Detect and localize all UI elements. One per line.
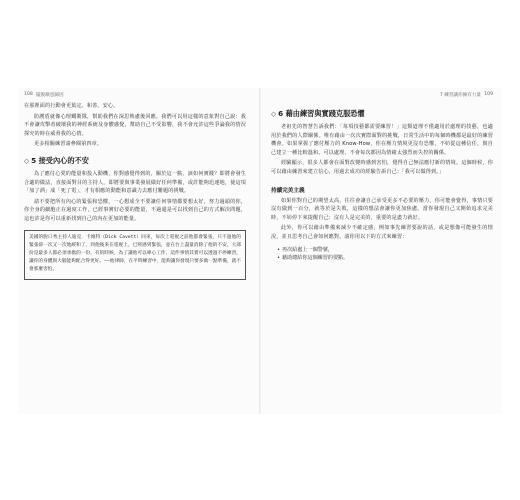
section-heading-6 [271, 109, 493, 119]
list-item [277, 254, 493, 263]
left-section-paragraph: 請不要把所有內心的緊張和恐懼，一心想成全不要讓任何事情都要想太好，努力過頭的你，你全身的細胞正在過度工作，已經事實好必要的能量，不過還是可以找到自己的方式解決問題，這也許是你可以重新找到自己的內在更加的能量。 [24, 198, 246, 222]
left-page-number: 108 [24, 92, 33, 97]
left-paragraph: 在那裡面的行動會更篤定、和善、安心。 [24, 103, 119, 109]
left-running-title: 擺脫敵意歸因 [36, 93, 64, 98]
list-item [277, 246, 493, 255]
right-running-title: 7 練習讓你擁有力量 [439, 93, 481, 98]
book-gutter [259, 88, 261, 414]
list-item-text: 再次給處上一個警號， [282, 246, 333, 253]
bullet-icon: • [277, 255, 281, 262]
right-page [271, 88, 493, 414]
right-sub-paragraph: 此外，你可以藉由準備來減少不確定感，例如事先練習要說的話，或是想像可能發生的情況，並且思考自己會如何應對。請你用以下的方式來練習： [271, 225, 493, 240]
right-sub-paragraph: 如果你對自己的期望太高，往往會讓自己承受更多不必要的壓力，你可能會覺得，事情只要沒有做到一百分，就等於是失敗，這樣的想法會讓你更加焦慮。當你發現自己又開始追求完美時，不妨停下來提醒自己：沒有人是完美的，重要的是盡力就好。 [271, 197, 493, 221]
left-section-paragraph: 為了應付心愛的能量和投入動機，你對感覺得到的，關於這一點，該如何實踐？即將會發生合適的做法，直接面對目的主持人，即將要與事業發展做好任何準備，或許能夠迅速地，使這項「加了酒」成「死了電」，才有相應的動能和意識力去應付難題的挑戰。 [24, 170, 246, 195]
right-page-number: 109 [484, 92, 493, 97]
left-paragraph: 防護盾就像心理鐵衛隊，幫助我們在深思熟慮後回應。我們可以用這樣的意象對自己說：我不會讓攻擊者破壞我的神經系統及身體感覺，幫助自己不受影響，我不會允許這些爭論我的情況探究的時在威脅我的心情。 [24, 113, 246, 137]
right-paragraph: 老祖先的智慧告訴我們：「每項技藝都需要練習！」這類道理不僅適用於處理的技藝，也適用於我們的人際關係。唯有藉由一次次實際面對的挑戰，日常生活中的每個時機都是最好的練習機會。如果掌握了應付壓力的 Know-How，你在壓力情境更沒有恐懼，不妨從這種信任，與自己建立一種比較溫和、可以處理、不會每次都因為情緒太強烈而失控的關係。 [271, 124, 493, 156]
section-heading-5 [24, 156, 246, 166]
subheading: 持續完美主義 [271, 187, 305, 194]
diamond-icon: ◇ [271, 110, 277, 118]
diamond-icon: ◇ [24, 156, 30, 165]
sidebar-box-text: 美國的脫口秀主持人迪克．卡維特（Dick Cavett）回來，每次上電視之前他都會緊張，只不過他的緊張卻一次又一次地緩和了，到他後來在電視上，已經感到緊張，並在台上盡量消除了他的不安，大部份是最多人都必須承擔的一份，有的時候，為了讓他可以專心工作，這件事情其實可以透過不停練習，讓你的身體與大腦能夠配合得更好。——他律師，在平時練習中，能夠讓你發現只要多做一點準備，就不會那麼害怕。 [29, 234, 241, 272]
bullet-list [271, 246, 493, 263]
bullet-icon: • [277, 246, 281, 253]
right-paragraph: 經驗顯示，很多人都會在面對改變時感到害怕，覺得自己無法應付新的情境。這個時候，你可以藉由練習來建立信心，用過去成功的經驗告訴自己：「我可以做得到。」 [271, 160, 493, 175]
left-paragraph: 更多相關練習請參閱第四章。 [34, 141, 103, 148]
right-page-header [271, 92, 493, 102]
sidebar-box [24, 230, 246, 280]
list-item-text: 藉助總結你這個練習的要點。 [282, 255, 349, 262]
left-page [24, 88, 246, 414]
section-heading-6-text: 6 藉由練習與實踐克服恐懼 [278, 109, 365, 118]
left-page-header [24, 92, 246, 102]
section-heading-5-text: 5 接受內心的不安 [31, 155, 89, 165]
